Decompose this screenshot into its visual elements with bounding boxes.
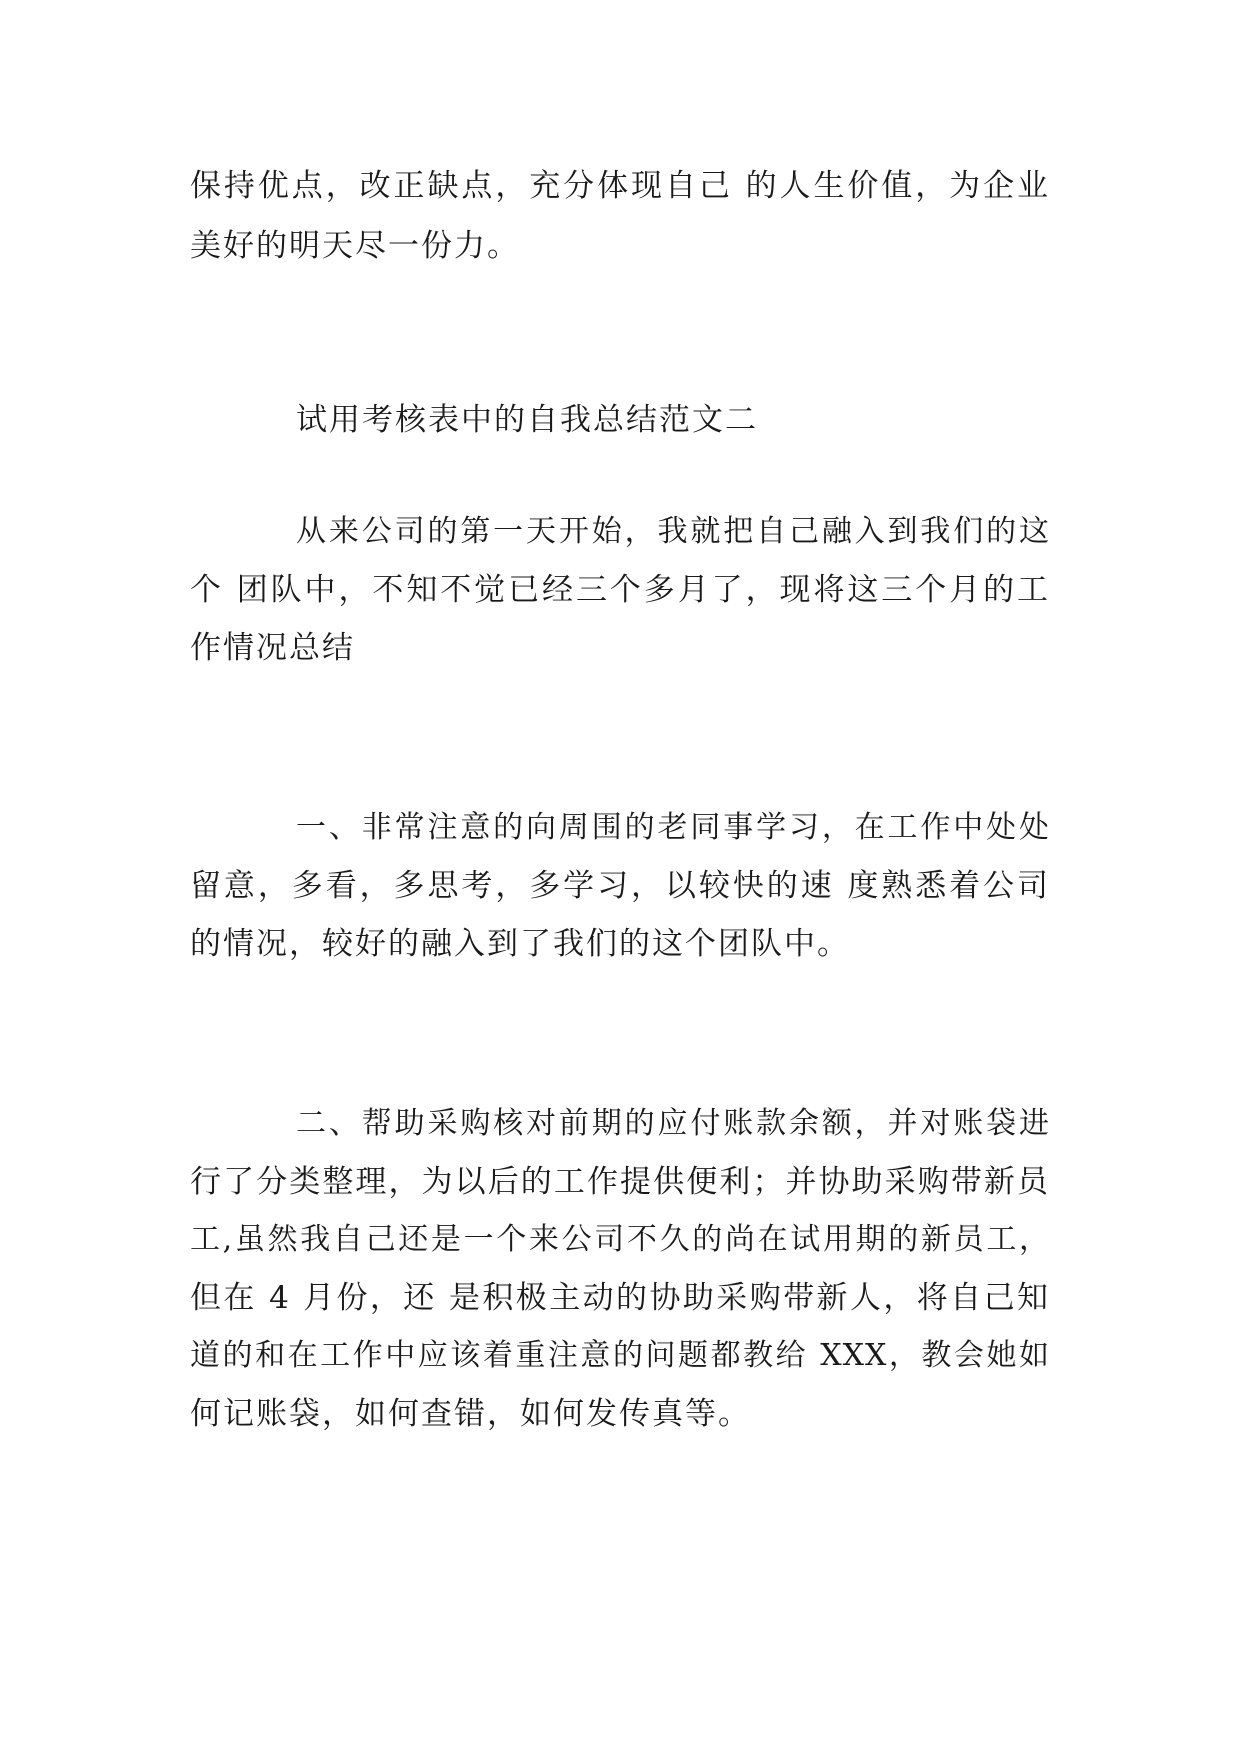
paragraph-4-line-2: 行了分类整理，为以后的工作提供便利；并协助采购带新员 [190,1164,1050,1200]
paragraph-4-line-1: 二、帮助采购核对前期的应付账款余额，并对账袋进 [296,1106,1050,1141]
paragraph-1-line-1: 保持优点，改正缺点，充分体现自己 的人生价值，为企业 [190,168,1050,204]
paragraph-3-line-3: 的情况，较好的融入到了我们的这个团队中。 [190,926,850,962]
paragraph-4-line-5: 道的和在工作中应该着重注意的问题都教给 XXX，教会她如 [190,1338,1050,1373]
paragraph-1-line-2: 美好的明天尽一份力。 [190,228,520,264]
section-title: 试用考核表中的自我总结范文二 [296,402,758,438]
paragraph-4-line-4: 但在 4 月份，还 是积极主动的协助采购带新人，将自己知 [190,1280,1050,1316]
paragraph-2-line-1: 从来公司的第一天开始，我就把自己融入到我们的这 [296,514,1050,549]
paragraph-4-line-3: 工,虽然我自己还是一个来公司不久的尚在试用期的新员工， [190,1222,1050,1257]
paragraph-3-line-1: 一、非常注意的向周围的老同事学习，在工作中处处 [296,810,1050,845]
paragraph-4-line-6: 何记账袋，如何查错，如何发传真等。 [190,1396,751,1432]
paragraph-2-line-3: 作情况总结 [190,630,355,666]
paragraph-3-line-2: 留意，多看，多思考，多学习，以较快的速 度熟悉着公司 [190,868,1050,904]
paragraph-2-line-2: 个 团队中，不知不觉已经三个多月了，现将这三个月的工 [190,572,1050,608]
